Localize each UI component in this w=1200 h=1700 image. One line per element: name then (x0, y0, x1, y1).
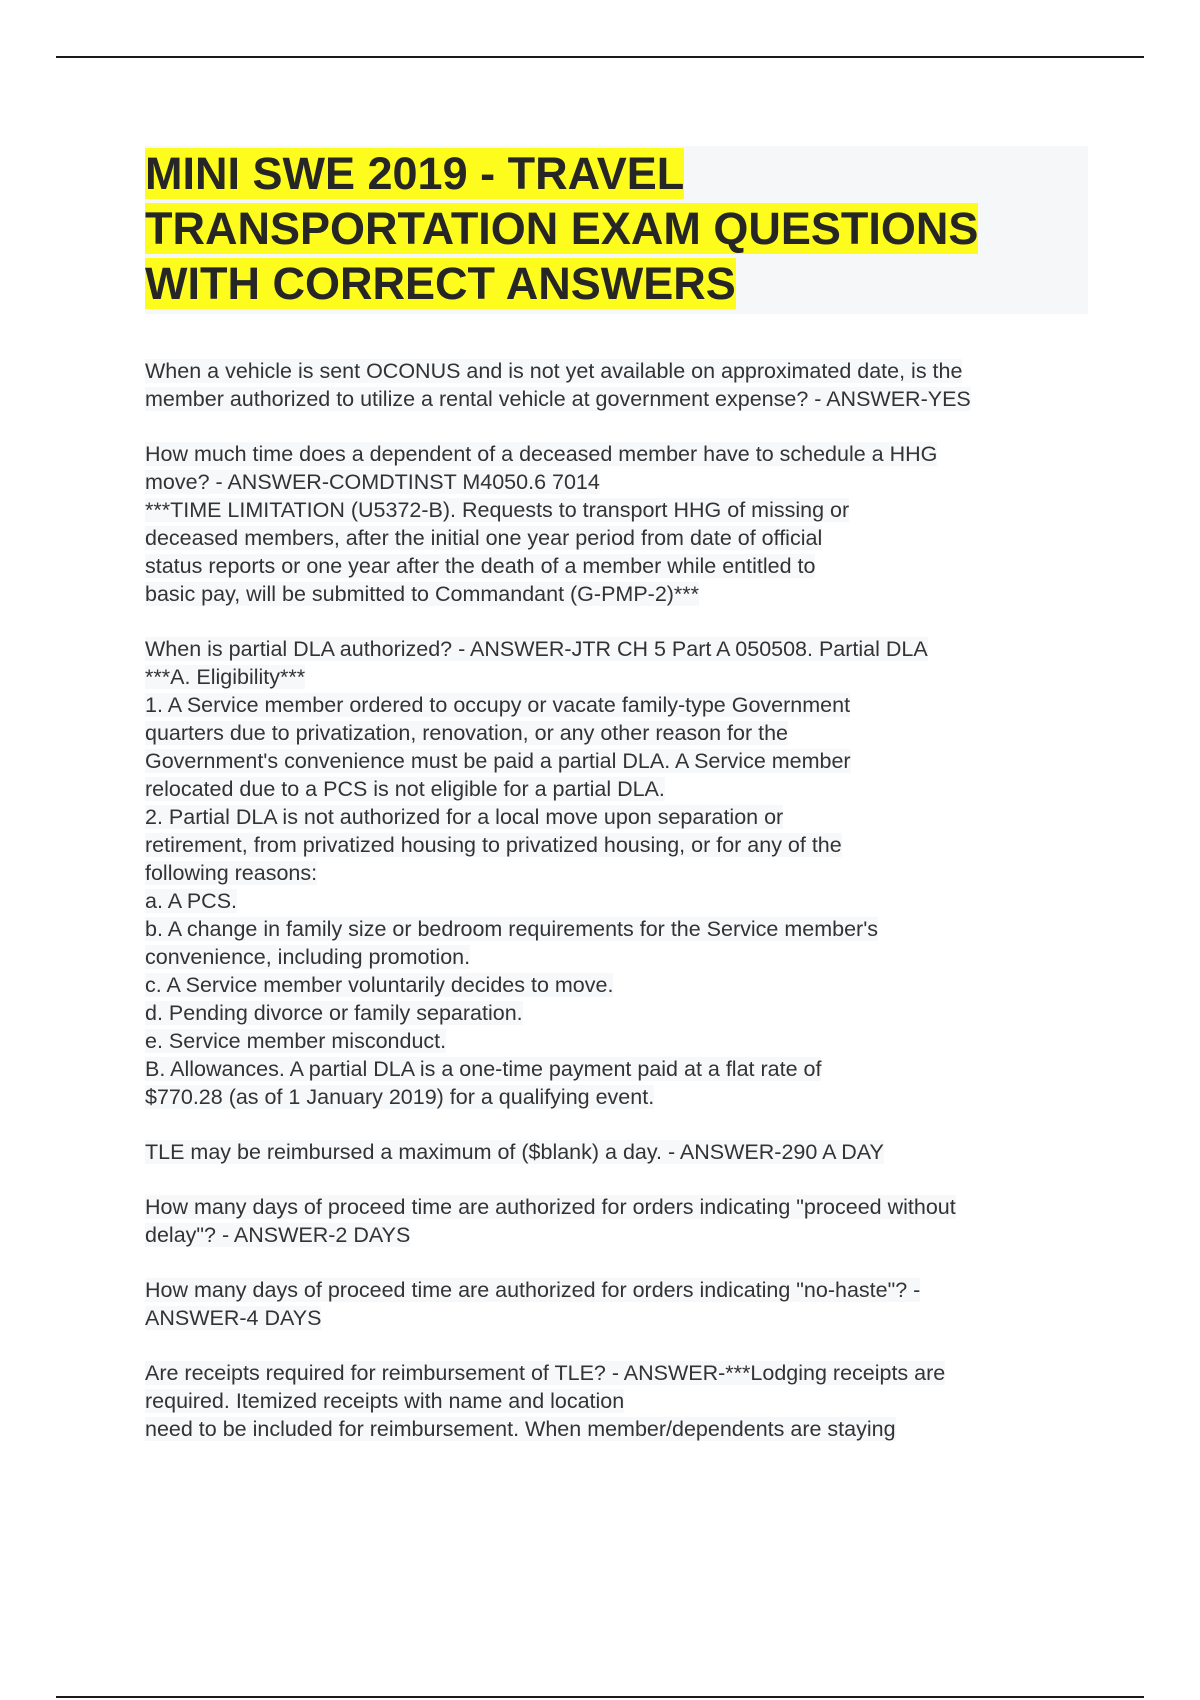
qa-line (145, 1055, 1105, 1083)
qa-line-text: How many days of proceed time are authorized for orders indicating "proceed without (145, 1195, 956, 1219)
qa-line-text: status reports or one year after the death of a member while entitled to (145, 554, 816, 578)
qa-line-text: ANSWER-4 DAYS (145, 1306, 322, 1330)
qa-block (145, 1138, 1105, 1166)
title-line: WITH CORRECT ANSWERS (145, 258, 736, 309)
qa-line (145, 440, 1105, 468)
qa-line-text: c. A Service member voluntarily decides to move. (145, 973, 614, 997)
qa-line (145, 747, 1105, 775)
qa-line (145, 887, 1105, 915)
qa-line-text: How much time does a dependent of a deceased member have to schedule a HHG (145, 442, 938, 466)
qa-block (145, 1193, 1105, 1249)
qa-line (145, 999, 1105, 1027)
qa-line-text: When a vehicle is sent OCONUS and is not yet available on approximated date, is the (145, 359, 963, 383)
top-rule (56, 56, 1144, 58)
qa-line (145, 719, 1105, 747)
qa-line (145, 1387, 1105, 1415)
title-line: TRANSPORTATION EXAM QUESTIONS (145, 203, 979, 254)
qa-line-text: retirement, from privatized housing to privatized housing, or for any of the (145, 833, 842, 857)
qa-line-text: delay"? - ANSWER-2 DAYS (145, 1223, 411, 1247)
qa-line (145, 775, 1105, 803)
qa-line (145, 971, 1105, 999)
qa-line-text: How many days of proceed time are authorized for orders indicating "no-haste"? - (145, 1278, 921, 1302)
qa-line (145, 1083, 1105, 1111)
qa-line (145, 1193, 1105, 1221)
qa-line-text: basic pay, will be submitted to Commandant (G-PMP-2)*** (145, 582, 700, 606)
qa-content (145, 357, 1105, 1470)
qa-line-text: relocated due to a PCS is not eligible for a partial DLA. (145, 777, 665, 801)
qa-line (145, 580, 1105, 608)
qa-line (145, 943, 1105, 971)
qa-line-text: When is partial DLA authorized? - ANSWER-JTR CH 5 Part A 050508. Partial DLA (145, 637, 928, 661)
qa-line (145, 635, 1105, 663)
qa-line (145, 803, 1105, 831)
qa-line-text: ***A. Eligibility*** (145, 665, 306, 689)
qa-line-text: ***TIME LIMITATION (U5372-B). Requests to transport HHG of missing or (145, 498, 850, 522)
qa-line-text: need to be included for reimbursement. When member/dependents are staying (145, 1417, 896, 1441)
qa-line (145, 1027, 1105, 1055)
qa-line (145, 1415, 1105, 1443)
qa-line-text: convenience, including promotion. (145, 945, 471, 969)
qa-line-text: $770.28 (as of 1 January 2019) for a qualifying event. (145, 1085, 655, 1109)
qa-line (145, 1359, 1105, 1387)
qa-line-text: move? - ANSWER-COMDTINST M4050.6 7014 (145, 470, 600, 494)
qa-line-text: TLE may be reimbursed a maximum of ($blank) a day. - ANSWER-290 A DAY (145, 1140, 884, 1164)
qa-line-text: Government's convenience must be paid a partial DLA. A Service member (145, 749, 851, 773)
qa-line-text: 2. Partial DLA is not authorized for a local move upon separation or (145, 805, 784, 829)
qa-line (145, 915, 1105, 943)
qa-line (145, 1276, 1105, 1304)
document-title (145, 146, 1088, 311)
qa-line-text: following reasons: (145, 861, 318, 885)
qa-line-text: 1. A Service member ordered to occupy or vacate family-type Government (145, 693, 851, 717)
qa-line (145, 385, 1105, 413)
qa-line-text: quarters due to privatization, renovation, or any other reason for the (145, 721, 788, 745)
title-line: MINI SWE 2019 - TRAVEL (145, 148, 685, 199)
qa-line (145, 1221, 1105, 1249)
qa-line-text: e. Service member misconduct. (145, 1029, 447, 1053)
qa-block (145, 440, 1105, 608)
qa-line (145, 357, 1105, 385)
qa-line-text: member authorized to utilize a rental vehicle at government expense? - ANSWER-YES (145, 387, 971, 411)
qa-line (145, 552, 1105, 580)
qa-line (145, 831, 1105, 859)
qa-line (145, 1304, 1105, 1332)
qa-line (145, 691, 1105, 719)
qa-line-text: b. A change in family size or bedroom requirements for the Service member's (145, 917, 879, 941)
qa-line (145, 524, 1105, 552)
qa-line (145, 859, 1105, 887)
qa-line-text: a. A PCS. (145, 889, 238, 913)
qa-line (145, 468, 1105, 496)
qa-block (145, 1359, 1105, 1443)
qa-line (145, 1138, 1105, 1166)
qa-line-text: d. Pending divorce or family separation. (145, 1001, 523, 1025)
qa-line-text: B. Allowances. A partial DLA is a one-time payment paid at a flat rate of (145, 1057, 822, 1081)
qa-line-text: Are receipts required for reimbursement of TLE? - ANSWER-***Lodging receipts are (145, 1361, 946, 1385)
qa-line (145, 663, 1105, 691)
bottom-rule (56, 1696, 1144, 1698)
qa-block (145, 357, 1105, 413)
qa-block (145, 1276, 1105, 1332)
qa-line (145, 496, 1105, 524)
qa-line-text: deceased members, after the initial one year period from date of official (145, 526, 823, 550)
title-block (145, 146, 1088, 314)
qa-line-text: required. Itemized receipts with name and location (145, 1389, 625, 1413)
qa-block (145, 635, 1105, 1111)
